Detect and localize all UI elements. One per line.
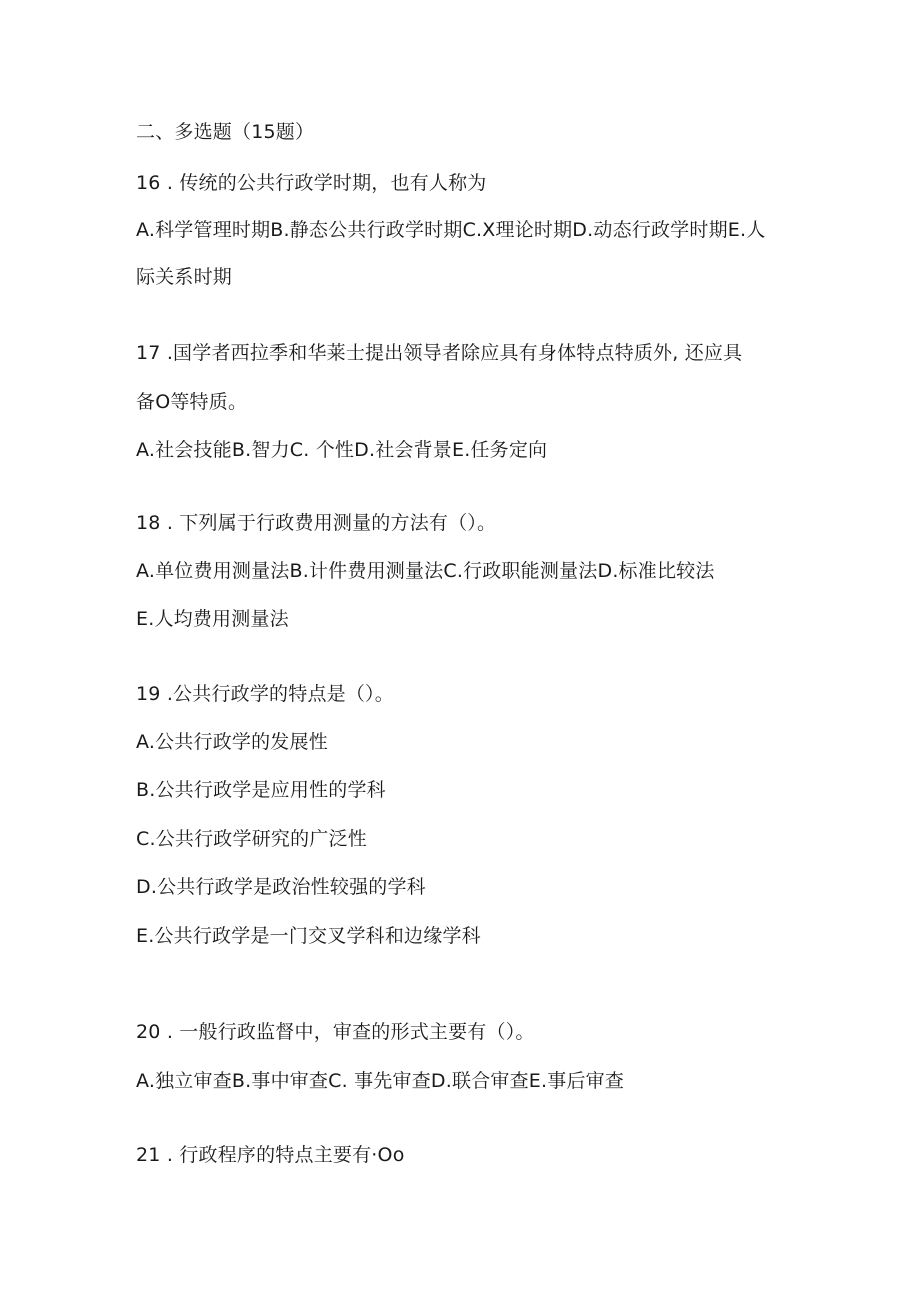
question-19-stem: 19 .公共行政学的特点是（）。 bbox=[136, 683, 394, 705]
question-17-options: A.社会技能B.智力C. 个性D.社会背景E.任务定向 bbox=[136, 439, 548, 461]
question-17-stem-line-1: 17 .国学者西拉季和华莱士提出领导者除应具有身体特点特质外, 还应具 bbox=[136, 342, 743, 364]
question-21-stem: 21 . 行政程序的特点主要有·Oo bbox=[136, 1144, 405, 1166]
question-19-option-b: B.公共行政学是应用性的学科 bbox=[136, 779, 386, 801]
question-19-option-e: E.公共行政学是一门交叉学科和边缘学科 bbox=[136, 925, 481, 947]
question-18-options-line-2: E.人均费用测量法 bbox=[136, 608, 289, 630]
question-16-options-line-1: A.科学管理时期B.静态公共行政学时期C.X理论时期D.动态行政学时期E.人 bbox=[136, 219, 766, 241]
question-17-stem-line-2: 备O等特质。 bbox=[136, 391, 248, 413]
question-18-options-line-1: A.单位费用测量法B.计件费用测量法C.行政职能测量法D.标准比较法 bbox=[136, 560, 715, 582]
question-20-stem: 20 . 一般行政监督中，审查的形式主要有（）。 bbox=[136, 1021, 535, 1043]
question-19-option-c: C.公共行政学研究的广泛性 bbox=[136, 828, 367, 850]
question-16-stem: 16 . 传统的公共行政学时期，也有人称为 bbox=[136, 172, 487, 194]
question-18-stem: 18 . 下列属于行政费用测量的方法有（）。 bbox=[136, 512, 497, 534]
question-19-option-d: D.公共行政学是政治性较强的学科 bbox=[136, 876, 426, 898]
question-20-options: A.独立审查B.事中审查C. 事先审查D.联合审查E.事后审查 bbox=[136, 1070, 625, 1092]
question-16-options-line-2: 际关系时期 bbox=[136, 266, 233, 288]
section-title: 二、多选题（15题） bbox=[136, 121, 315, 143]
question-19-option-a: A.公共行政学的发展性 bbox=[136, 731, 328, 753]
